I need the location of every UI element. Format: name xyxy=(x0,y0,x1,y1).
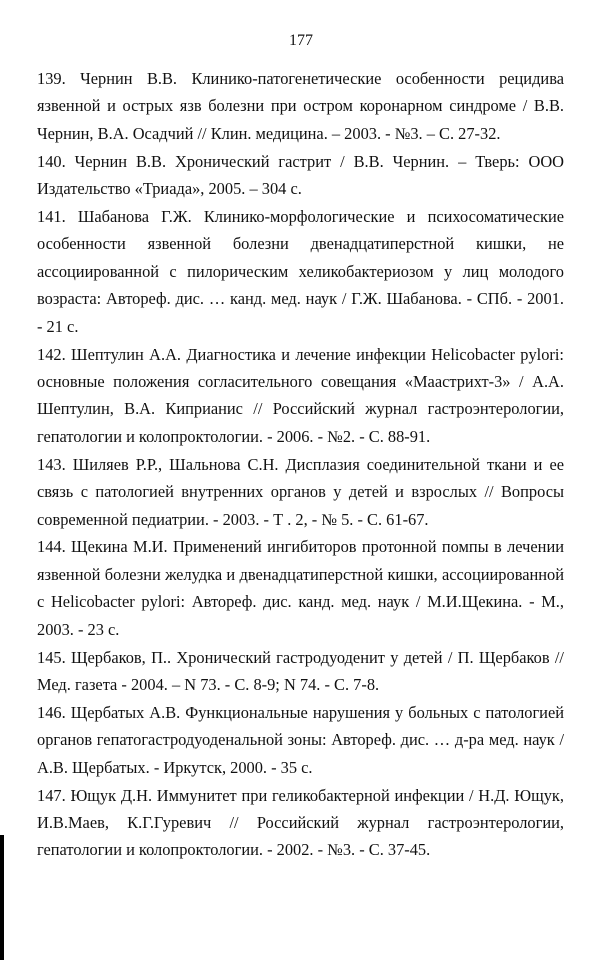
page-number: 177 xyxy=(289,32,313,49)
reference-145: 145. Щербаков, П.. Хронический гастродуоденит у детей / П. Щербаков // Мед. газета - 2004. – N 73. - С. 8-9; N 74. - С. 7-8. xyxy=(37,647,564,694)
reference-141: 141. Шабанова Г.Ж. Клинико-морфологические и психосоматические особенности язвенной болезни двенадцатиперстной кишки, не ассоциированной с пилорическим хеликобактериозом у лиц молодого возраста: Автореф. дис. … канд. мед. наук / Г.Ж. Шабанова. - СПб. - 2001. - 21 с. xyxy=(37,207,564,336)
scan-edge-shadow xyxy=(0,835,4,960)
reference-139: 139. Чернин В.В. Клинико-патогенетические особенности рецидива язвенной и острых язв болезни при остром коронарном синдроме / В.В. Чернин, В.А. Осадчий // Клин. медицина. – 2003. - №3. – С. 27-32. xyxy=(37,69,564,143)
reference-144: 144. Щекина М.И. Применений ингибиторов протонной помпы в лечении язвенной болезни желудка и двенадцатиперстной кишки, ассоциированной с Helicobacter pylori: Автореф. дис. канд. мед. наук / М.И.Щекина. - М., 2003. - 23 с. xyxy=(37,537,564,639)
reference-140: 140. Чернин В.В. Хронический гастрит / В.В. Чернин. – Тверь: ООО Издательство «Триада», 2005. – 304 с. xyxy=(37,151,564,199)
reference-142: 142. Шептулин А.А. Диагностика и лечение инфекции Helicobacter pylori: основные положения согласительного совещания «Маастрихт-3» / А.А. Шептулин, В.А. Киприанис // Российский журнал гастроэнтерологии, гепатологии и колопроктологии. - 2006. - №2. - С. 88-91. xyxy=(37,344,564,446)
reference-143: 143. Шиляев Р.Р., Шальнова С.Н. Дисплазия соединительной ткани и ее связь с патологией внутренних органов у детей и взрослых // Вопросы современной педиатрии. - 2003. - Т . 2, - № 5. - С. 61-67. xyxy=(37,454,564,529)
reference-list xyxy=(37,65,564,864)
reference-146: 146. Щербатых А.В. Функциональные нарушения у больных с патологией органов гепатогастродуоденальной зоны: Автореф. дис. … д-ра мед. наук / А.В. Щербатых. - Иркутск, 2000. - 35 с. xyxy=(37,702,564,777)
reference-147: 147. Ющук Д.Н. Иммунитет при геликобактерной инфекции / Н.Д. Ющук, И.В.Маев, К.Г.Гуревич // Российский журнал гастроэнтерологии, гепатологии и колопроктологии. - 2002. - №3. - С. 37-45. xyxy=(37,785,564,860)
